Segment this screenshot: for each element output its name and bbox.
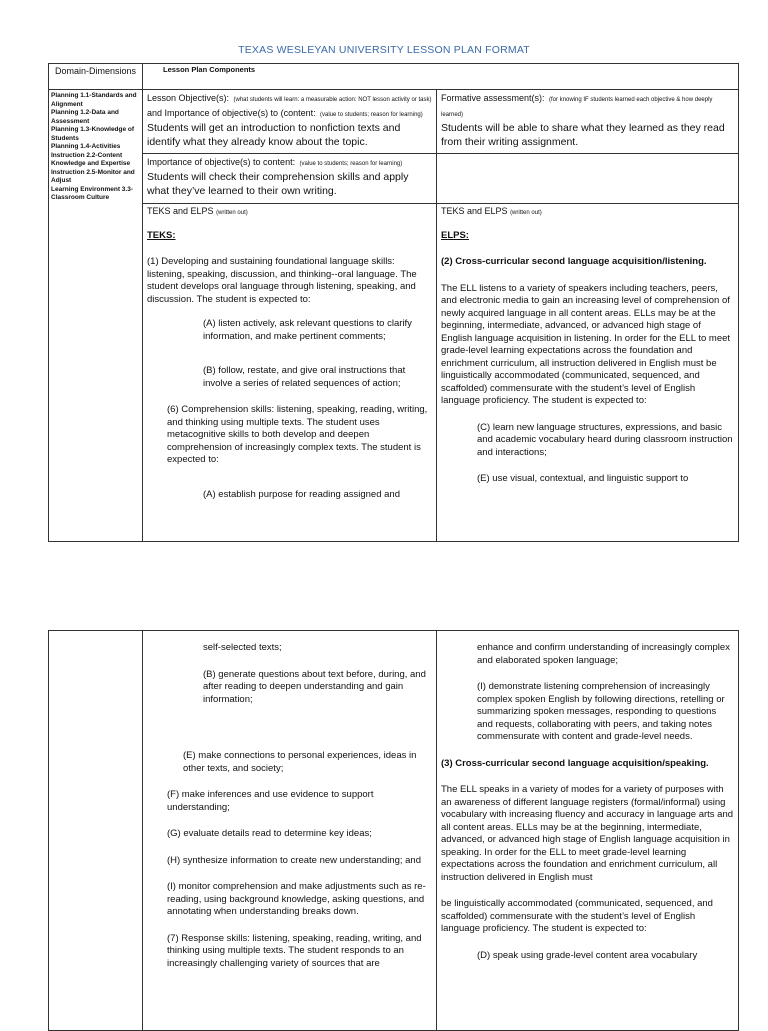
importance-label: Importance of objective(s) to content:	[147, 157, 296, 167]
teks-continued-cell	[143, 631, 437, 1031]
elps-item: enhance and confirm understanding of increasingly complex and elaborated spoken language;	[477, 642, 730, 666]
importance-text: Students will check their comprehension skills and apply what they’ve learned to their own writing.	[147, 171, 409, 197]
teks-item: (A) establish purpose for reading assigned and	[203, 488, 400, 500]
teks-item: (7) Response skills: listening, speaking, reading, writing, and thinking using multiple texts. The student responds to an increasingly challenging variety of sources that are	[167, 932, 422, 969]
lesson-objective-note: (what students will learn: a measurable action: NOT lesson activity or task)	[233, 97, 432, 103]
teks-item: self-selected texts;	[203, 642, 282, 653]
teks-item: (I) monitor comprehension and make adjustments such as re-reading, using background knowledge, asking questions, and annotating when understanding breaks down.	[167, 881, 426, 917]
elps-item: (I) demonstrate listening comprehension of increasingly complex spoken English by following directions, retelling or summarizing spoken messages, responding to questions and requests, collaborating with peers, and taking notes commensurate with content and grade-level needs.	[477, 681, 725, 742]
domain-item: Planning 1.1-Standards and Alignment	[51, 92, 137, 108]
teks-cell	[143, 204, 437, 542]
elps-item: (C) learn new language structures, expressions, and basic and academic vocabulary heard during classroom instruction and interactions;	[477, 421, 733, 458]
teks-item: (F) make inferences and use evidence to support understanding;	[167, 789, 374, 813]
elps-item: (D) speak using grade-level content area vocabulary	[477, 949, 698, 961]
elps-heading: (3) Cross-curricular second language acquisition/speaking.	[441, 757, 709, 769]
teks-item: (H) synthesize information to create new understanding; and	[167, 854, 421, 866]
elps-item: (E) use visual, contextual, and linguistic support to	[477, 473, 689, 484]
importance-cell	[143, 154, 437, 204]
domain-item: Planning 1.2-Data and Assessment	[51, 109, 119, 125]
domain-dimensions-header: Domain-Dimensions	[49, 64, 143, 90]
teks-item: (B) generate questions about text before, during, and after reading to deepen understanding and gain information;	[203, 668, 426, 705]
elps-continued-cell	[437, 631, 739, 1031]
domain-list	[49, 90, 143, 542]
domain-item: Instruction 2.5-Monitor and Adjust	[51, 168, 135, 184]
importance-label-inline: and Importance of objective(s) to (content:	[147, 108, 316, 118]
lesson-plan-table-page-2	[48, 630, 739, 1031]
teks-item: (G) evaluate details read to determine key ideas;	[167, 828, 372, 839]
domain-item: Instruction 2.2-Content Knowledge and Expertise	[51, 151, 131, 167]
importance-note: (value to students; reason for learning)	[299, 161, 403, 167]
lesson-objective-cell	[143, 90, 437, 154]
teks-item: (A) listen actively, ask relevant questions to clarify information, and make pertinent comments;	[203, 318, 412, 342]
formative-assessment-text: Students will be able to share what they learned as they read from their writing assignment.	[441, 122, 725, 148]
elps-item: The ELL speaks in a variety of modes for a variety of purposes with an awareness of different language registers (formal/informal) using vocabulary with increasing fluency and accuracy in language arts and all content areas. ELLs may be at the beginning, intermediate, advanced, or advanced high stage of English language acquisition in speaking. In order for the ELL to meet grade-level learning expectations across the foundation and enrichment curriculum, all instruction delivered in English must	[441, 784, 734, 883]
lesson-plan-components-header: Lesson Plan Components	[143, 64, 739, 90]
domain-item: Learning Environment 3.3- Classroom Culture	[51, 185, 133, 201]
teks-item: (E) make connections to personal experiences, ideas in other texts, and society;	[183, 750, 417, 774]
teks-item: (B) follow, restate, and give oral instructions that involve a series of related sequences of action;	[203, 365, 406, 389]
elps-item: The ELL listens to a variety of speakers including teachers, peers, and electronic media to gain an increasing level of comprehension of newly acquired language in all content areas. ELLs may be at the beginning, intermediate, advanced, or advanced high stage of English language acquisition in listening. In order for the ELL to meet grade-level learning expectations across the foundation and enrichment curriculum, all instruction delivered in English must be linguistically accommodated (communicated, sequenced, and scaffolded) commensurate with the student’s level of English language proficiency. The student is expected to:	[441, 282, 731, 406]
formative-assessment-label: Formative assessment(s):	[441, 93, 545, 103]
lesson-plan-table-page-1	[48, 63, 739, 542]
domain-item: Planning 1.4-Activities	[51, 143, 121, 150]
elps-heading: (2) Cross-curricular second language acquisition/listening.	[441, 256, 707, 267]
teks-header-label: TEKS and ELPS	[147, 206, 214, 216]
lesson-objective-label: Lesson Objective(s):	[147, 93, 230, 103]
importance-note-inline: (value to students; reason for learning)	[320, 112, 423, 118]
lesson-objective-text: Students will get an introduction to nonfiction texts and identify what they already know about the topic.	[147, 122, 401, 148]
elps-header-label: TEKS and ELPS	[441, 206, 508, 216]
elps-title: ELPS:	[441, 229, 469, 241]
formative-assessment-note: (for knowing IF students learned each objective & how deeply learned)	[441, 97, 713, 118]
domain-item: Planning 1.3-Knowledge of Students	[51, 126, 135, 142]
teks-item: (1) Developing and sustaining foundational language skills: listening, speaking, discussion, and thinking--oral language. The student develops oral language through listening, speaking, and discussion. The student is expected to:	[147, 256, 417, 305]
elps-item: be linguistically accommodated (communicated, sequenced, and scaffolded) commensurate with the student’s level of English language proficiency. The student is expected to:	[441, 898, 713, 934]
teks-item: (6) Comprehension skills: listening, speaking, reading, writing, and thinking using multiple texts. The student uses metacognitive skills to both develop and deepen comprehension of increasingly complex texts. The student is expected to:	[167, 404, 428, 465]
domain-empty-cell	[49, 631, 143, 1031]
teks-header-note: (written out)	[216, 210, 248, 216]
elps-cell	[437, 204, 739, 542]
formative-assessment-cell	[437, 90, 739, 154]
document-title: TEXAS WESLEYAN UNIVERSITY LESSON PLAN FORMAT	[238, 44, 530, 56]
elps-header-note: (written out)	[510, 210, 542, 216]
empty-cell	[437, 154, 739, 204]
teks-title: TEKS:	[147, 229, 176, 241]
